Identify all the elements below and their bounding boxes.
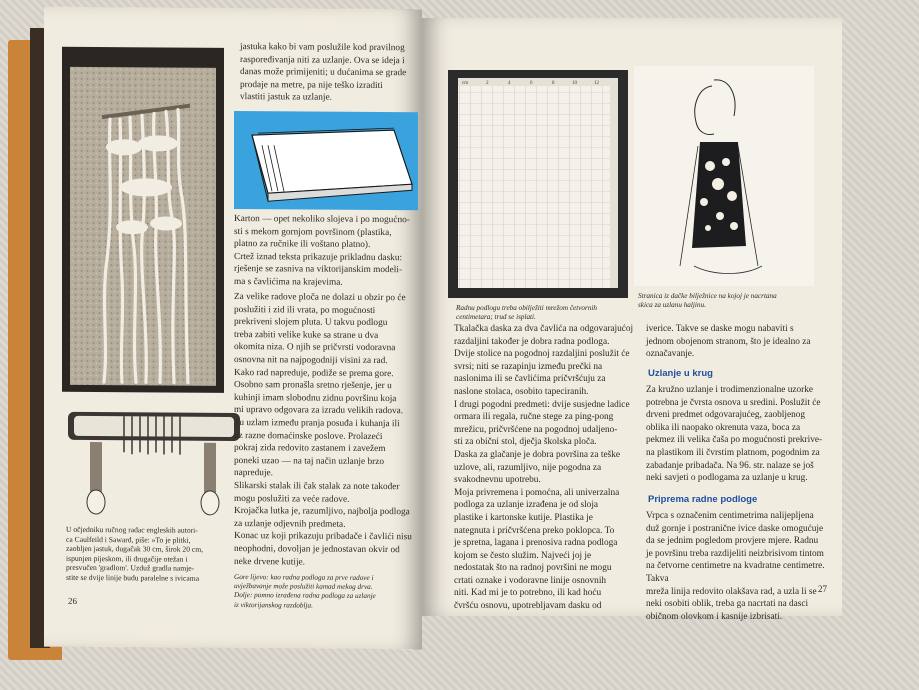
paragraph-circular: Za kružno uzlanje i trodimenzionalne uzorke potrebna je čvrsta osnova u sredini. Poslužit će drveni predmet odgovarajućeg, zaobljenog oblika ili naopako okrenuta vaza, boca za pekmez ili velika čaša po mogućnosti prekrive- na plastikom ili čvrstim platnom, pogodnim za zabadanje pribadača. Na 96. str. nalaze se još neki savjeti o podlogama za uzlanje u krug. xyxy=(646,385,823,484)
left-page xyxy=(44,7,422,650)
ruler-label-8: 8 xyxy=(552,81,555,86)
right-page xyxy=(422,18,842,622)
grid-board-illustration xyxy=(448,70,628,298)
paragraph-preparation: Vrpca s označenim centimetrima nalijepljena duž gornje i postranične ivice daske omogućuje da se jednim pogledom provjere mjere. Radnu je površinu treba razdijeliti neizbrisivom tintom na četvorne centimetre na kvadratne centimetre. Takva mreža linija redovito olakšava rad, a uzla li se neki osobiti oblik, treba ga nacrtati na dasci običnom olovkom i kasnije izbrisati. xyxy=(646,511,825,622)
ruler-label-cm: cm xyxy=(462,81,469,86)
ruler-label-2: 2 xyxy=(486,81,489,86)
ruler-label-4: 4 xyxy=(508,81,511,86)
blue-board-illustration xyxy=(234,111,418,210)
paragraph-large-works: Za velike radove ploča ne dolazi u obzir po će poslužiti i zid ili vrata, po mogućnosti prekriveni slojem pluta. U takvu podlogu treba zabiti velike kuke sa strane u dva okomita niza. O njih se pričvrsti vodoravna osnovna nit na najpogodniji visini za rad. Kako rad napreduje, podiže se prema gore. Osobno sam pronašla sretno rješenje, jer u kuhinji imam slobodnu zidnu površinu koja mi upravo odgovara za izradu velikih radova. Tu uzlam između pranja posuđa i kuhanja ili uz razne domaćinske poslove. Prolazeći pokraj zida redovito zastanem i zavežem poneki uzao — na taj način uzlanje brzo napreduje. xyxy=(234,292,406,479)
ruler-label-6: 6 xyxy=(530,81,533,86)
victorian-pillow-drawing xyxy=(64,402,244,521)
caption-victorian-pillow: U očjedniku ručnog radac engleskih autori- ca Caulfeild i Saward, piše: »To je plitki, zaobljen jastuk, dugačak 30 cm, širok 20 cm, ispunjen pijeskom, ili drugačije otežan i presvučen 'gradlom'. Uzduž gradla namje- stite se dvije linije budu paralelne s ivicama xyxy=(66,524,204,583)
caption-sketch: Stranica iz dačke bilježnice na kojoj je nacrtana skica za uzlanu haljinu. xyxy=(638,292,777,310)
ruler-label-12: 12 xyxy=(594,81,599,86)
caption-grid-board: Radnu podlogu treba obilježiti mrežom četvornih centimetara; trud se isplati. xyxy=(456,304,598,322)
paragraph-column1: Tkalačka daska za dva čavlića na odgovarajućoj razdaljini također je dobra radna podloga. Dvije stolice na pogodnoj razdaljini poslužit će svrsi; niti se razapinju između prečki na naslonima ili se čavlićima pričvršćuju za naslone stolaca, osobito tapeciranih. I drugi pogodni predmeti: dvije susjedne ladice ormara ili regala, ručne stege za ping-pong mrežicu, pričvršćene na pogodnoj udaljeno- sti za obični stol, dječja školska ploča. Daska za glačanje je dobra površina za teške uzlove, ali, razumljivo, nije pogodna za svakodnevnu upotrebu. Moja privremena i pomoćna, ali univerzalna podloga za uzlanje izrađena je od sloja plastike i kartonske kutije. Plastika je nategnuta i pričvršćena preko poklopca. To je spretna, lagana i prenosiva radna podloga kojom se često služim. Najveći joj je nedostatak što na radnoj površini ne mogu crtati oznake i vodoravne linije osnovnih niti. Kad mi je to potrebno, ili kad hoću čvršću osnovu, upotrebljavam dasku od xyxy=(454,324,634,612)
macrame-board-illustration xyxy=(62,47,224,393)
ruler-label-10: 10 xyxy=(572,81,577,86)
page-number-left: 26 xyxy=(68,595,77,606)
paragraph-column2-top: iverice. Takve se daske mogu nabaviti s jednom obojenom stranom, što je idealno za označavanje. xyxy=(646,324,811,360)
paragraph-cushion: jastuka kako bi vam poslužile kod pravilnog raspoređivanja niti za uzlanje. Ova se ideja i danas može primijeniti; u dućanima se grade prodaje na metre, pa nije teško izraditi vlastiti jastuk za uzlanje. xyxy=(240,42,407,104)
dress-sketch xyxy=(634,66,814,286)
caption-board-pictures: Gore lijevo: kao radna podloga za prve radove i uvježbavanje može poslužiti kamad mekog drva. Dolje: pomno izrađena radna podloga za uzlanje iz viktorijanskog razdoblja. xyxy=(234,573,376,610)
paragraph-easel: Slikarski stalak ili čak stalak za note također mogu poslužiti za veće radove. Krojačka lutka je, razumljivo, najbolja podloga za uzlanje odjevnih predmeta. Konac uz koji prikazuju pribadače i čavlići nisu neophodni, dovoljan je jednostavan okvir od neke drvene kutije. xyxy=(234,481,412,568)
heading-circular-knotting: Uzlanje u krug xyxy=(648,368,713,379)
page-number-right: 27 xyxy=(818,584,827,594)
macrame-board-photo xyxy=(62,47,224,393)
heading-board-preparation: Priprema radne podloge xyxy=(648,494,758,505)
grid-board-photo xyxy=(448,70,628,298)
paragraph-karton: Karton — opet nekoliko slojeva i po mogućno- sti s mekom gornjom površinom (plastika, platno za ručnike ili voštano platno). Crtež iznad teksta prikazuje prikladnu dasku: rješenje se zasniva na viktorijanskim modeli- ma s čavlićima na krajevima. xyxy=(234,214,410,288)
